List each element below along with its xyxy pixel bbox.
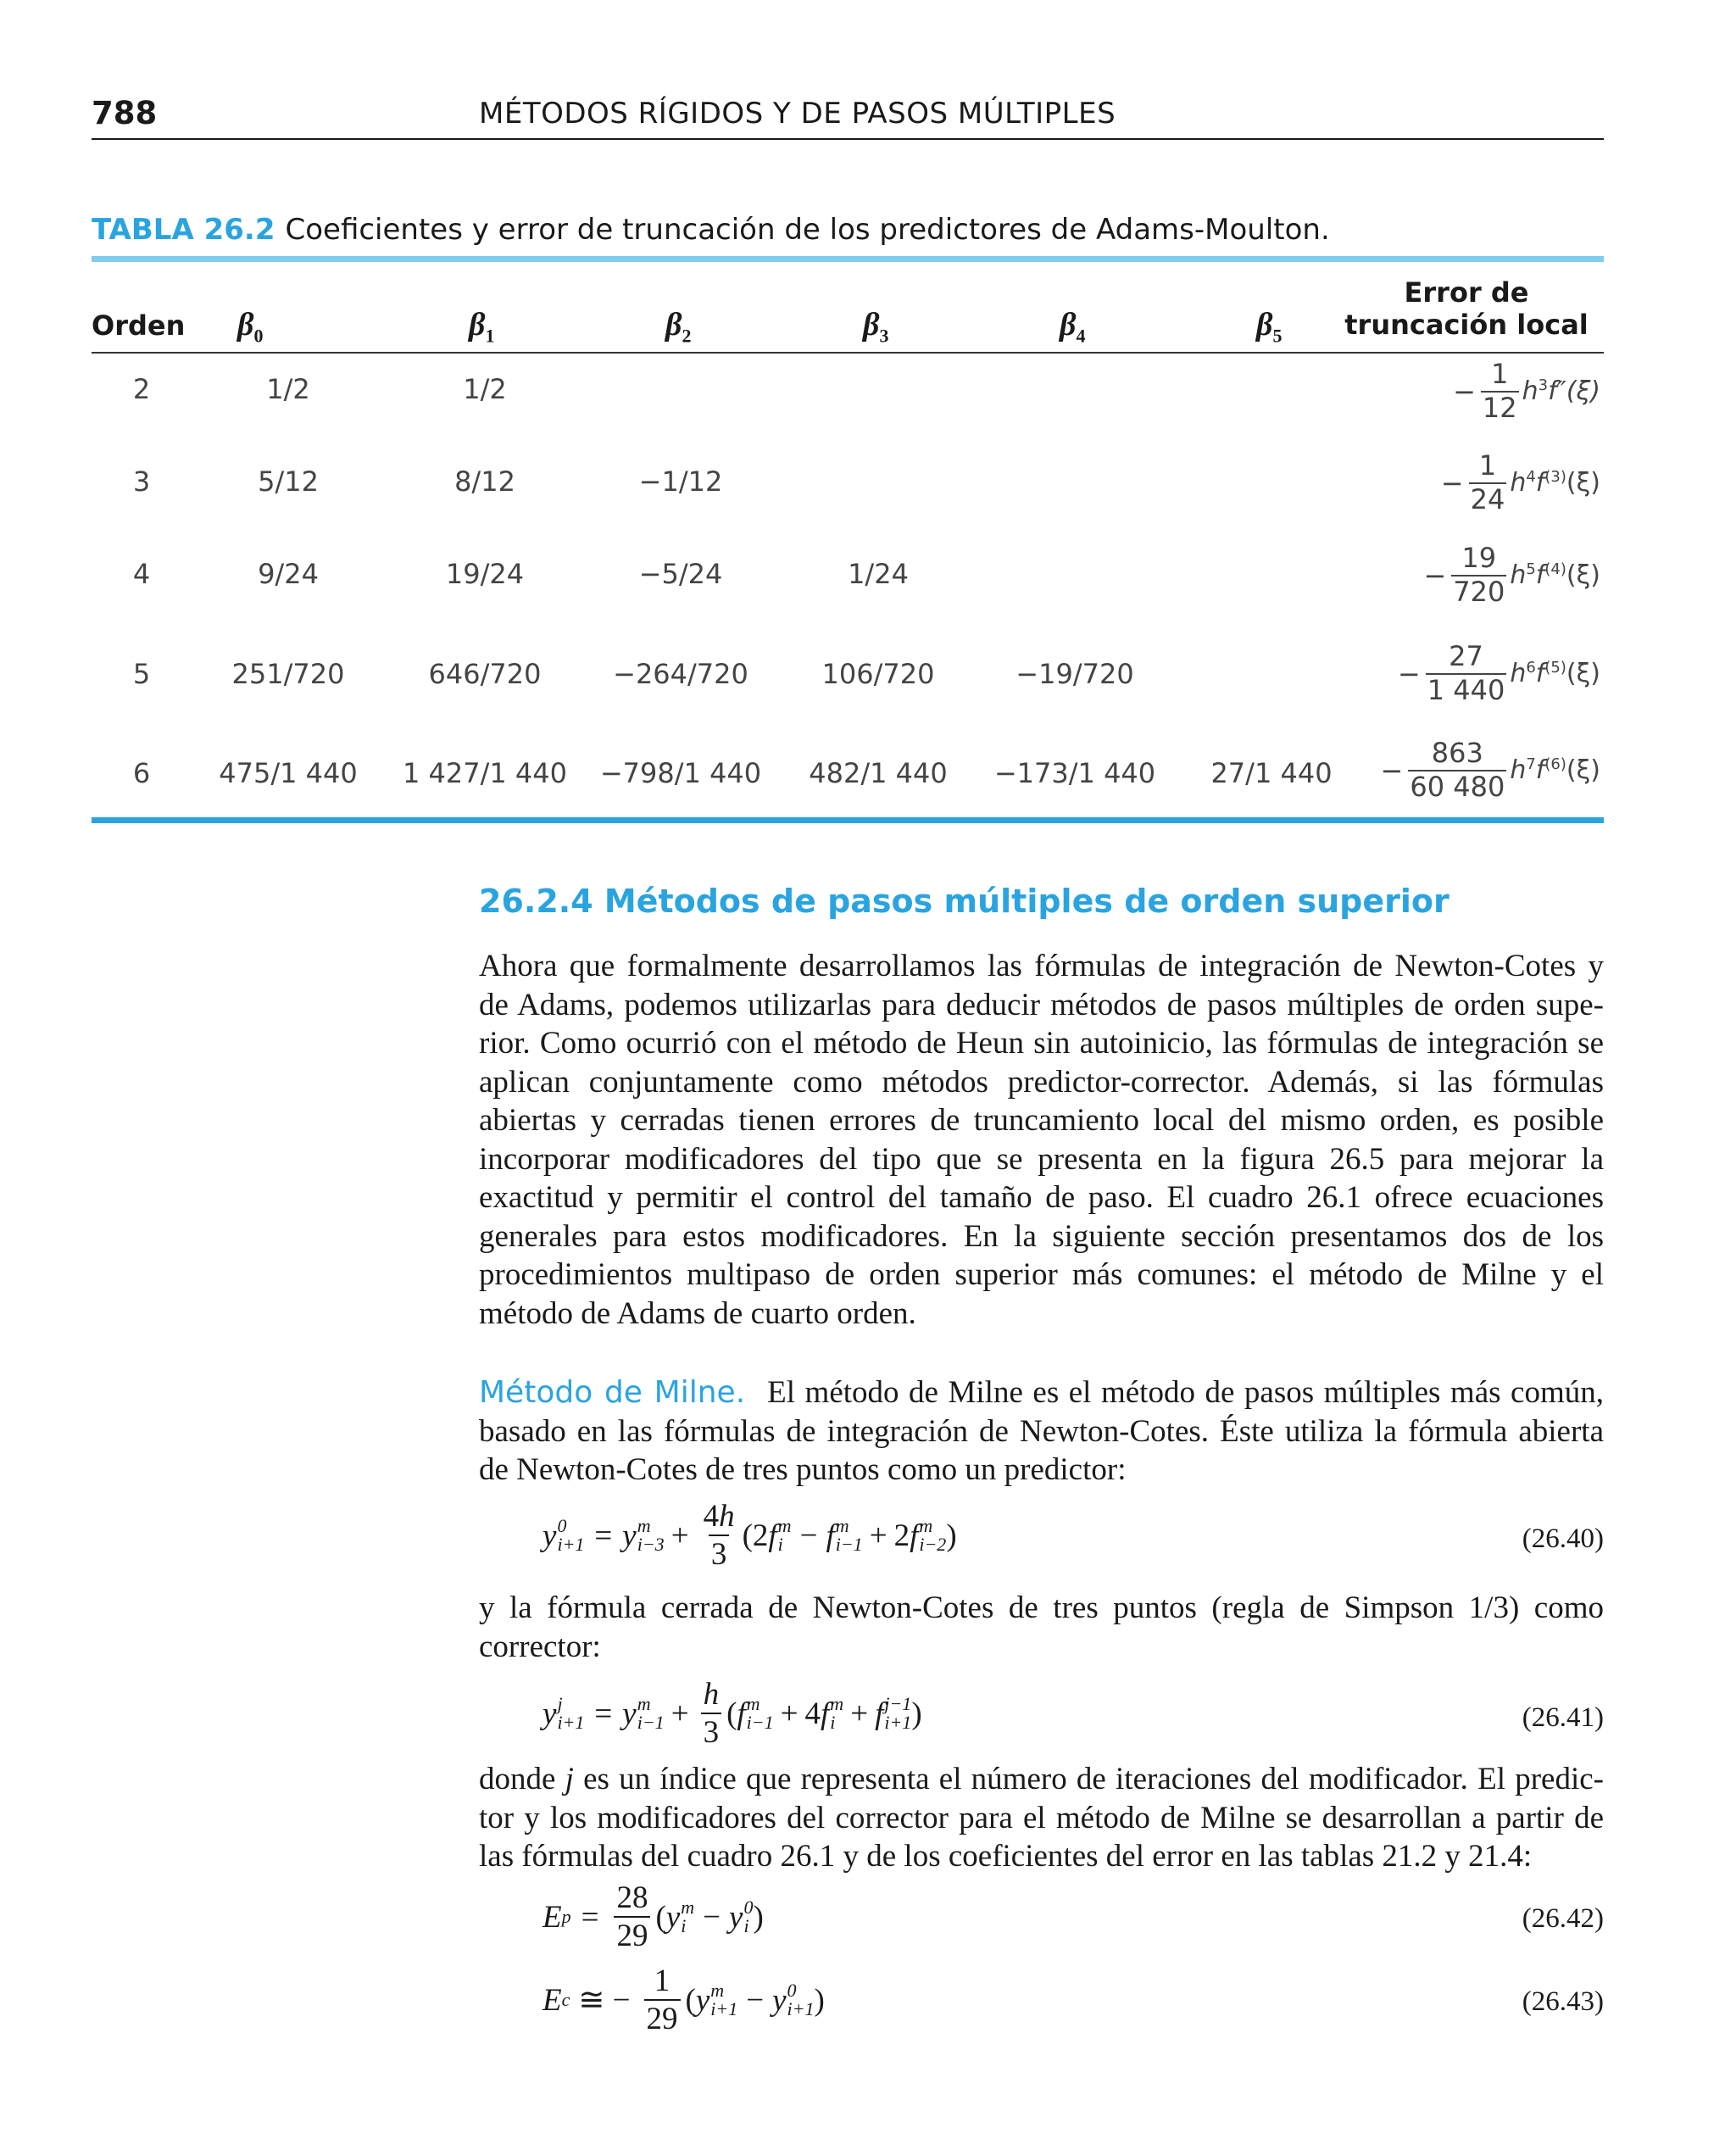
- paragraph-line: y la fórmula cerrada de Newton-Cotes de tres puntos (regla de Simpson 1/3) como: [479, 1590, 1604, 1625]
- paragraph-intro: [479, 947, 1604, 1333]
- paragraph-line: Método de Milne. El método de Milne es el método de pasos múltiples más común,: [479, 1375, 1604, 1410]
- paragraph-corrector: [479, 1589, 1604, 1666]
- table-cell-error: − $\frac{1}{12}$ $h^3f''(\xi)$: [1453, 358, 1600, 424]
- equation-26-43: E c ≅ − $\frac{1}{29}$ (y m i+1 − y 0 i+1 ): [542, 1963, 825, 2036]
- equation-number: (26.41): [1522, 1702, 1604, 1733]
- table-cell-b1: 646/720: [428, 658, 542, 690]
- column-header-beta0: $\beta_0$: [237, 307, 264, 347]
- paragraph-line: corrector:: [479, 1629, 601, 1664]
- column-header-beta4: $\beta_4$: [1060, 307, 1086, 347]
- header-rule: [92, 138, 1604, 140]
- table-cell-b1: 1/2: [463, 373, 507, 405]
- column-header-beta3: $\beta_3$: [863, 307, 889, 347]
- table-cell-order: 5: [132, 658, 151, 690]
- table-cell-b2: −798/1 440: [599, 757, 762, 789]
- table-label: TABLA 26.2: [92, 213, 275, 247]
- table-cell-order: 3: [132, 465, 151, 498]
- table-cell-b2: −5/24: [638, 558, 723, 590]
- paragraph-line: generales para estos modificadores. En la siguiente sección presentamos dos de los: [479, 1218, 1604, 1254]
- table-cell-order: 4: [132, 558, 151, 590]
- equation-number: (26.43): [1522, 1986, 1604, 2017]
- table-cell-error: − $\frac{863}{60 480}$ $h^7f^{(6)}(\xi)$: [1380, 737, 1600, 803]
- equation-26-41: y j i+1 = y m i−1 + $\frac{h}{3}$ (f m i−1 + 4f m i + f j−1 i+1 ): [542, 1677, 922, 1750]
- table-cell-b3: 482/1 440: [809, 757, 948, 789]
- section-heading: 26.2.4 Métodos de pasos múltiples de orden superior: [479, 883, 1449, 920]
- table-cell-b1: 19/24: [445, 558, 525, 590]
- table-cell-b1: 8/12: [454, 465, 515, 498]
- table-cell-error: − $\frac{1}{24}$ $h^4f^{(3)}(\xi)$: [1440, 449, 1600, 515]
- paragraph-line: de Newton-Cotes de tres puntos como un predictor:: [479, 1452, 1127, 1487]
- table-cell-b0: 9/24: [258, 558, 319, 590]
- equation-26-42: E p = $\frac{28}{29}$ (y m i − y 0 i ): [542, 1880, 764, 1953]
- page-number: 788: [92, 95, 158, 131]
- table-cell-b4: −173/1 440: [993, 757, 1156, 789]
- paragraph-donde: [479, 1760, 1604, 1876]
- running-head: MÉTODOS RÍGIDOS Y DE PASOS MÚLTIPLES: [479, 97, 1116, 131]
- paragraph-line: incorporar modificadores del tipo que se presenta en la figura 26.5 para mejorar la: [479, 1141, 1604, 1177]
- paragraph-line: las fórmulas del cuadro 26.1 y de los coeficientes del error en las tablas 21.2 y 21.4:: [479, 1839, 1533, 1874]
- column-header-beta5: $\beta_5$: [1256, 307, 1283, 347]
- table-cell-b3: 106/720: [821, 658, 935, 690]
- table-cell-b3: 1/24: [848, 558, 909, 590]
- milne-runin-heading: Método de Milne.: [479, 1375, 746, 1410]
- paragraph-line: de Adams, podemos utilizarlas para deducir métodos de pasos múltiples de orden supe-: [479, 987, 1604, 1022]
- table-cell-b2: −264/720: [613, 658, 748, 690]
- equation-number: (26.40): [1522, 1523, 1604, 1554]
- table-cell-b1: 1 427/1 440: [403, 757, 567, 789]
- table-cell-error: − $\frac{19}{720}$ $h^5f^{(4)}(\xi)$: [1423, 542, 1600, 608]
- table-cell-b4: −19/720: [1015, 658, 1134, 690]
- paragraph-line: aplican conjuntamente como métodos predictor-corrector. Además, si las fórmulas: [479, 1064, 1604, 1100]
- paragraph-line: abiertas y cerradas tienen errores de truncamiento local del mismo orden, es posible: [479, 1103, 1604, 1138]
- table-cell-b0: 251/720: [231, 658, 345, 690]
- table-cell-error: − $\frac{27}{1 440}$ $h^6f^{(5)}(\xi)$: [1397, 640, 1600, 706]
- paragraph-line: exactitud y permitir el control del tamaño de paso. El cuadro 26.1 ofrece ecuaciones: [479, 1180, 1604, 1215]
- paragraph-line: rior. Como ocurrió con el método de Heun sin autoinicio, las fórmulas de integración se: [479, 1026, 1604, 1061]
- paragraph-milne: [479, 1373, 1604, 1490]
- table-cell-order: 6: [132, 757, 151, 789]
- table-cell-b2: −1/12: [638, 465, 723, 498]
- table-caption-text: Coeficientes y error de truncación de los predictores de Adams-Moulton.: [285, 213, 1330, 247]
- table-header-rule: [92, 352, 1604, 354]
- table-cell-b0: 5/12: [258, 465, 319, 498]
- table-caption: [92, 213, 1330, 247]
- paragraph-line: donde j es un índice que representa el número de iteraciones del modificador. El predic-: [479, 1762, 1604, 1796]
- table-top-rule: [92, 256, 1604, 262]
- table-cell-order: 2: [132, 373, 151, 405]
- column-header-beta1: $\beta_1$: [469, 307, 495, 347]
- table-cell-b0: 1/2: [266, 373, 310, 405]
- paragraph-line: procedimientos multipaso de orden superior más comunes: el método de Milne y el: [479, 1257, 1604, 1292]
- equation-26-40: y 0 i+1 = y m i−3 + $\frac{4h}{3}$ (2f m i − f m i−1 + 2f m i−2 ): [542, 1499, 957, 1572]
- paragraph-line: tor y los modificadores del corrector para el método de Milne se desarrollan a partir de: [479, 1800, 1604, 1835]
- paragraph-line: método de Adams de cuarto orden.: [479, 1295, 916, 1331]
- equation-number: (26.42): [1522, 1903, 1604, 1934]
- table-cell-b0: 475/1 440: [219, 757, 358, 789]
- paragraph-line: Ahora que formalmente desarrollamos las fórmulas de integración de Newton-Cotes y: [479, 949, 1604, 983]
- column-header-orden: Orden: [92, 309, 186, 342]
- column-header-error: Error de truncación local: [1344, 276, 1589, 341]
- column-header-beta2: $\beta_2$: [665, 307, 692, 347]
- paragraph-line: basado en las fórmulas de integración de Newton-Cotes. Éste utiliza la fórmula abierta: [479, 1413, 1604, 1449]
- table-cell-b5: 27/1 440: [1210, 757, 1333, 789]
- table-bottom-rule: [92, 817, 1604, 823]
